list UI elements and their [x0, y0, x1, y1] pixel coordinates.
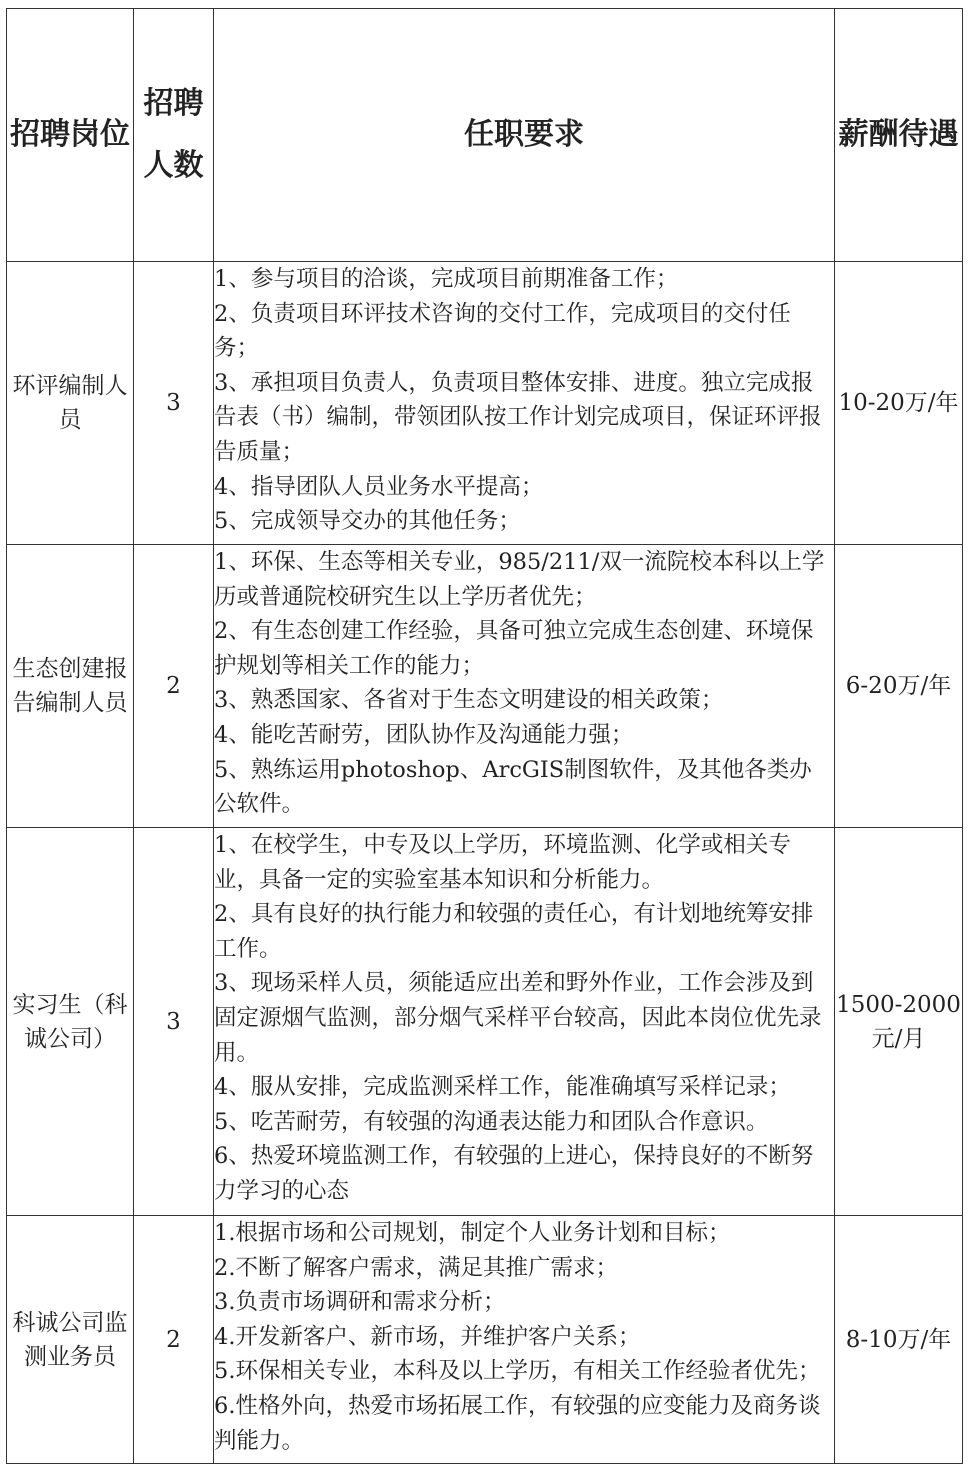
requirement-item: 2.不断了解客户需求，满足其推广需求；	[214, 1254, 618, 1281]
requirement-item: 6.性格外向，热爱市场拓展工作，有较强的应变能力及商务谈判能力。	[214, 1392, 821, 1454]
requirements-cell	[214, 545, 835, 828]
requirements-cell	[214, 1216, 835, 1464]
requirement-item: 4、指导团队人员业务水平提高；	[214, 473, 544, 500]
requirement-item: 3、熟悉国家、各省对于生态文明建设的相关政策；	[214, 687, 724, 714]
count-cell: 2	[134, 1216, 214, 1464]
requirement-item: 4、服从安排，完成监测采样工作，能准确填写采样记录；	[214, 1074, 791, 1101]
count-cell: 3	[134, 262, 214, 545]
salary-cell: 8-10万/年	[835, 1216, 963, 1464]
table-row	[7, 262, 963, 545]
requirement-item: 2、有生态创建工作经验，具备可独立完成生态创建、环境保护规划等相关工作的能力；	[214, 618, 814, 679]
position-cell: 科诚公司监测业务员	[7, 1216, 134, 1464]
position-cell: 实习生（科诚公司）	[7, 828, 134, 1216]
requirement-item: 5、完成领导交办的其他任务；	[214, 508, 521, 535]
requirement-item: 6、热爱环境监测工作，有较强的上进心，保持良好的不断努力学习的心态	[214, 1143, 814, 1204]
requirement-item: 4、能吃苦耐劳，团队协作及沟通能力强；	[214, 721, 634, 748]
table-header-row	[7, 9, 963, 262]
salary-cell: 6-20万/年	[835, 545, 963, 828]
table-row	[7, 828, 963, 1216]
requirement-item: 1、环保、生态等相关专业，985/211/双一流院校本科以上学历或普通院校研究生以上学历者优先；	[214, 549, 825, 610]
requirement-item: 3、承担项目负责人，负责项目整体安排、进度。独立完成报告表（书）编制，带领团队按工作计划完成项目，保证环评报告质量；	[214, 369, 822, 465]
salary-cell: 1500-2000元/月	[835, 828, 963, 1216]
requirement-item: 3.负责市场调研和需求分析；	[214, 1289, 506, 1316]
requirement-item: 3、现场采样人员，须能适应出差和野外作业，工作会涉及到固定源烟气监测，部分烟气采样平台较高，因此本岗位优先录用。	[214, 970, 822, 1066]
requirements-cell	[214, 262, 835, 545]
requirement-item: 1、在校学生，中专及以上学历，环境监测、化学或相关专业，具备一定的实验室基本知识和分析能力。	[214, 832, 791, 893]
requirement-item: 2、具有良好的执行能力和较强的责任心，有计划地统筹安排工作。	[214, 901, 814, 962]
requirement-item: 5.环保相关专业，本科及以上学历，有相关工作经验者优先；	[214, 1358, 821, 1385]
requirements-cell	[214, 828, 835, 1216]
requirement-item: 2、负责项目环评技术咨询的交付工作，完成项目的交付任务；	[214, 300, 791, 362]
requirement-item: 1、参与项目的洽谈，完成项目前期准备工作；	[214, 266, 679, 292]
header-requirements: 任职要求	[214, 9, 835, 262]
salary-cell: 10-20万/年	[835, 262, 963, 545]
table-row	[7, 1216, 963, 1464]
requirement-item: 4.开发新客户、新市场，并维护客户关系；	[214, 1323, 641, 1350]
recruitment-table	[6, 8, 963, 1464]
header-position: 招聘岗位	[7, 9, 134, 262]
requirement-item: 5、熟练运用photoshop、ArcGIS制图软件，及其他各类办公软件。	[214, 756, 812, 818]
position-cell: 生态创建报告编制人员	[7, 545, 134, 828]
requirement-item: 5、吃苦耐劳，有较强的沟通表达能力和团队合作意识。	[214, 1108, 769, 1135]
table-row	[7, 545, 963, 828]
header-salary: 薪酬待遇	[835, 9, 963, 262]
count-cell: 2	[134, 545, 214, 828]
header-count: 招聘人数	[134, 9, 214, 262]
position-cell: 环评编制人员	[7, 262, 134, 545]
requirement-item: 1.根据市场和公司规划，制定个人业务计划和目标；	[214, 1220, 731, 1246]
count-cell: 3	[134, 828, 214, 1216]
